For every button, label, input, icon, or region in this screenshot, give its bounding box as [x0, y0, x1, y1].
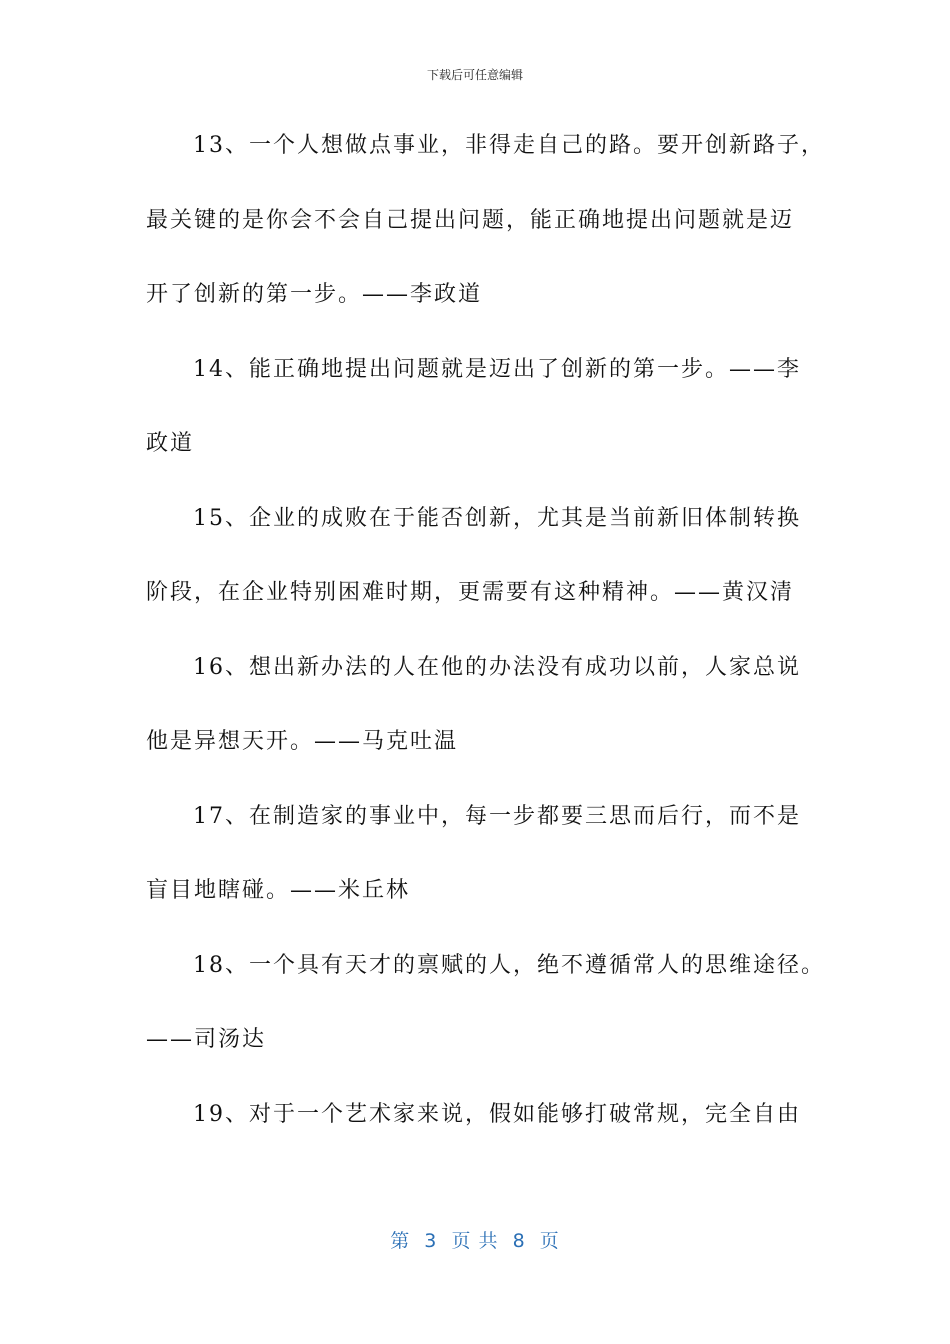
- quote-17-line-1: 17、在制造家的事业中，每一步都要三思而后行，而不是: [193, 804, 801, 829]
- quote-14-line-1: 14、能正确地提出问题就是迈出了创新的第一步。——李: [193, 357, 801, 382]
- quote-13-line-1: 13、一个人想做点事业，非得走自己的路。要开创新路子，: [193, 133, 825, 158]
- quote-15-line-1: 15、企业的成败在于能否创新，尤其是当前新旧体制转换: [193, 506, 801, 531]
- page-number-footer: 第 3 页 共 8 页: [390, 1230, 560, 1252]
- quote-16-line-1: 16、想出新办法的人在他的办法没有成功以前，人家总说: [193, 655, 801, 680]
- quote-18-line-1: 18、一个具有天才的禀赋的人，绝不遵循常人的思维途径。: [193, 953, 825, 978]
- quote-15-line-2: 阶段，在企业特别困难时期，更需要有这种精神。——黄汉清: [146, 580, 795, 605]
- quote-16-line-2: 他是异想天开。——马克吐温: [146, 729, 459, 754]
- quote-19-line-1: 19、对于一个艺术家来说，假如能够打破常规，完全自由: [193, 1102, 801, 1127]
- quote-14-line-2: 政道: [146, 431, 195, 456]
- quote-18-line-2: ——司汤达: [146, 1027, 267, 1052]
- quote-17-line-2: 盲目地瞎碰。——米丘林: [146, 878, 411, 903]
- page-header: 下载后可任意编辑: [426, 68, 523, 82]
- quote-13-line-2: 最关键的是你会不会自己提出问题，能正确地提出问题就是迈: [146, 208, 795, 233]
- quote-13-line-3: 开了创新的第一步。——李政道: [146, 282, 483, 307]
